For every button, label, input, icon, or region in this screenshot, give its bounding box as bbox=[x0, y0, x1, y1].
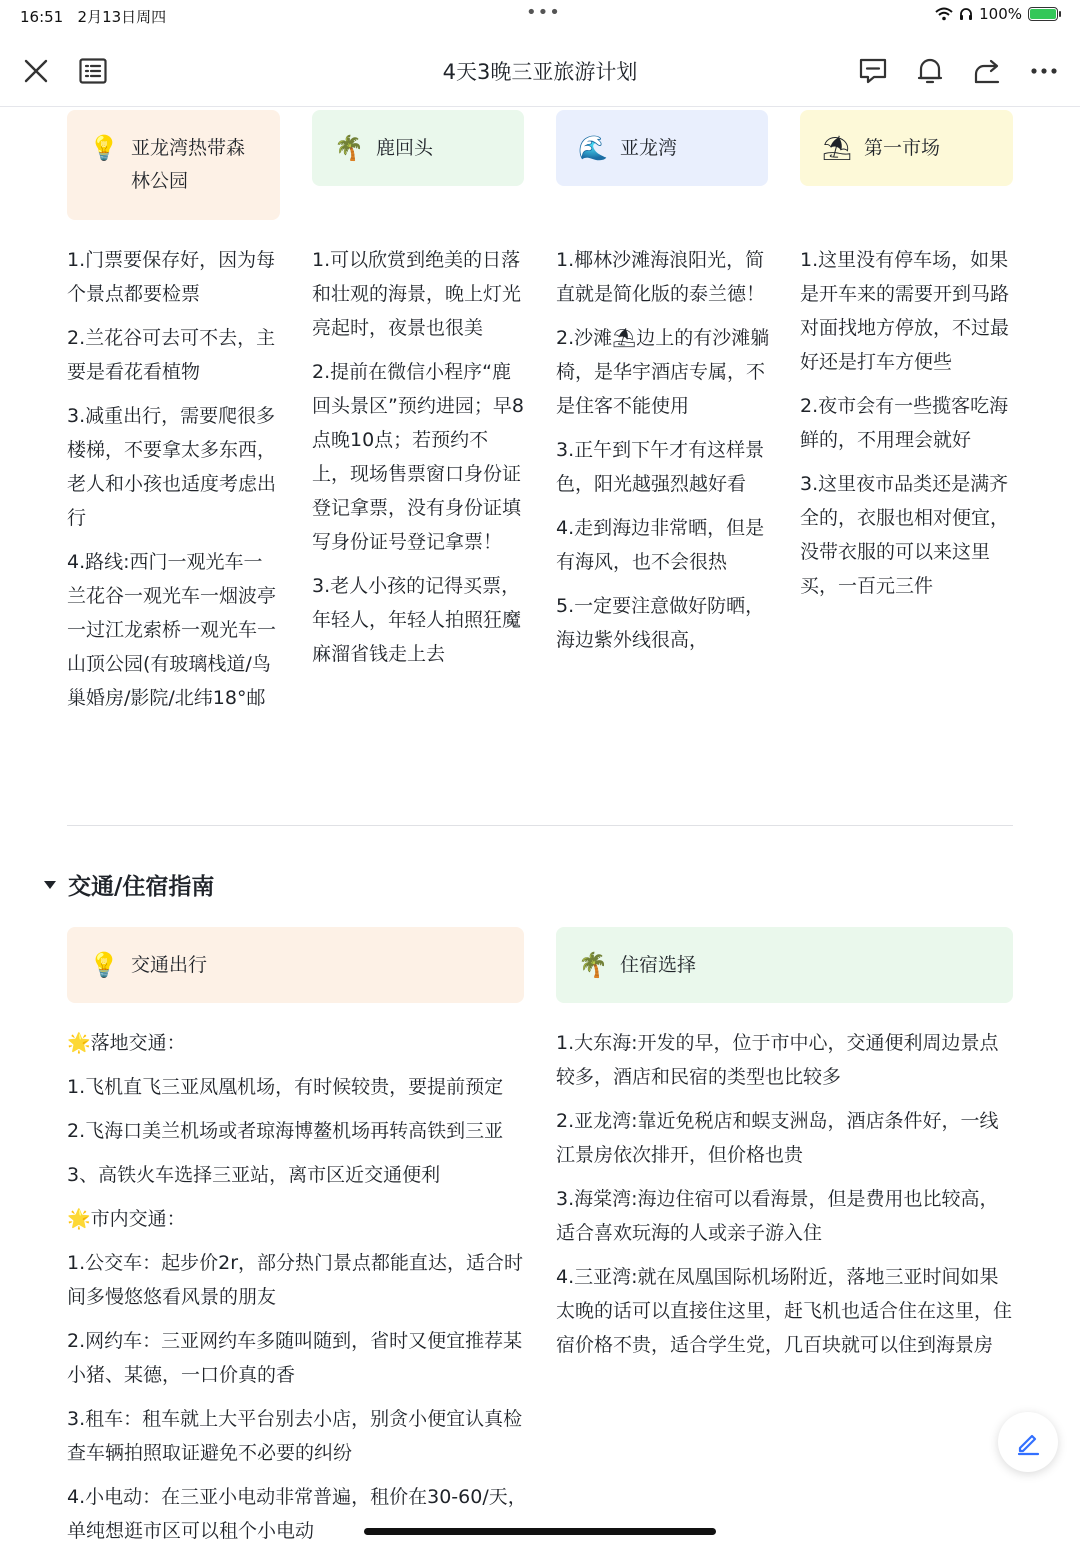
list-item: 1.这里没有停车场，如果是开车来的需要开到马路对面找地方停放，不过最好还是打车方便些 bbox=[800, 249, 1010, 373]
callout-card-first-market bbox=[800, 110, 1013, 186]
home-indicator[interactable] bbox=[364, 1528, 716, 1535]
list-item: 1.门票要保存好，因为每个景点都要检票 bbox=[67, 249, 276, 305]
more-icon[interactable] bbox=[1027, 54, 1061, 88]
list-item: 2.提前在微信小程序“鹿回头景区”预约进园；早8点晚10点；若预约不上，现场售票窗口身份证登记拿票，没有身份证填写身份证号登记拿票！ bbox=[312, 361, 524, 553]
comment-icon[interactable] bbox=[856, 54, 890, 88]
list-heading: 🌟市内交通： bbox=[67, 1208, 186, 1230]
list-item: 4.三亚湾:就在凤凰国际机场附近，落地三亚时间如果太晚的话可以直接住这里，赶飞机也适合住在这里，住宿价格不贵，适合学生党，几百块就可以住到海景房 bbox=[556, 1266, 1013, 1356]
column-luhuitou bbox=[312, 243, 526, 681]
list-item: 3.减重出行，需要爬很多楼梯，不要拿太多东西，老人和小孩也适度考虑出行 bbox=[67, 405, 277, 529]
list-item: 3.这里夜市品类还是满齐全的，衣服也相对便宜，没带衣服的可以来这里买，一百元三件 bbox=[800, 473, 1010, 597]
battery-icon bbox=[1028, 7, 1058, 21]
wifi-icon bbox=[935, 7, 953, 21]
list-item: 4.小电动：在三亚小电动非常普遍，租价在30-60/天，单纯想逛市区可以租个小电动 bbox=[67, 1486, 527, 1542]
callout-title: 鹿回头 bbox=[376, 137, 434, 159]
list-item: 3.海棠湾:海边住宿可以看海景，但是费用也比较高，适合喜欢玩海的人或亲子游入住 bbox=[556, 1188, 999, 1244]
share-icon[interactable] bbox=[970, 54, 1004, 88]
column-transport bbox=[67, 1026, 527, 1558]
callout-title: 亚龙湾热带森林公园 bbox=[131, 137, 246, 192]
status-date: 2月13日周四 bbox=[77, 8, 167, 26]
callout-card-forest-park bbox=[67, 110, 280, 220]
list-item: 1.公交车：起步价2r，部分热门景点都能直达，适合时间多慢悠悠看风景的朋友 bbox=[67, 1252, 524, 1308]
headphones-icon bbox=[959, 7, 973, 21]
column-lodging bbox=[556, 1026, 1016, 1372]
callout-card-lodging bbox=[556, 927, 1013, 1003]
list-item: 1.大东海:开发的早，位于市中心，交通便利周边景点较多，酒店和民宿的类型也比较多 bbox=[556, 1032, 999, 1088]
bulb-icon: 💡 bbox=[89, 134, 119, 162]
section-title: 交通/住宿指南 bbox=[68, 874, 215, 900]
callout-title: 住宿选择 bbox=[620, 954, 697, 976]
list-item: 3.正午到下午才有这样景色，阳光越强烈越好看 bbox=[556, 439, 765, 495]
bell-icon[interactable] bbox=[913, 54, 947, 88]
status-bar bbox=[0, 0, 1080, 32]
callout-card-transport bbox=[67, 927, 524, 1003]
callout-card-luhuitou bbox=[312, 110, 524, 186]
list-item: 1.可以欣赏到绝美的日落和壮观的海景，晚上灯光亮起时，夜景也很美 bbox=[312, 249, 522, 339]
divider bbox=[67, 825, 1013, 826]
battery-percent: 100% bbox=[979, 5, 1022, 23]
list-item: 2.兰花谷可去可不去，主要是看花看植物 bbox=[67, 327, 276, 383]
column-first-market bbox=[800, 243, 1014, 613]
list-item: 2.沙滩⛱边上的有沙滩躺椅，是华宇酒店专属，不是住客不能使用 bbox=[556, 327, 770, 417]
list-item: 3、高铁火车选择三亚站，离市区近交通便利 bbox=[67, 1164, 441, 1186]
status-time: 16:51 2月13日周四 bbox=[20, 8, 167, 26]
list-item: 3.租车：租车就上大平台别去小店，别贪小便宜认真检查车辆拍照取证避免不必要的纠纷 bbox=[67, 1408, 523, 1464]
palm-tree-icon: 🌴 bbox=[334, 134, 364, 162]
list-item: 3.老人小孩的记得买票，年轻人，年轻人拍照狂魔麻溜省钱走上去 bbox=[312, 575, 522, 665]
list-item: 5.一定要注意做好防晒，海边紫外线很高， bbox=[556, 595, 765, 651]
callout-card-yalong-bay bbox=[556, 110, 768, 186]
column-forest-park bbox=[67, 243, 281, 725]
pencil-icon bbox=[1014, 1428, 1042, 1456]
collapse-triangle-icon[interactable] bbox=[44, 881, 56, 889]
list-item: 2.夜市会有一些揽客吃海鲜的，不用理会就好 bbox=[800, 395, 1009, 451]
list-item: 4.走到海边非常晒，但是有海风，也不会很热 bbox=[556, 517, 765, 573]
multitask-dots[interactable]: ••• bbox=[526, 2, 561, 23]
list-item: 2.亚龙湾:靠近免税店和蜈支洲岛，酒店条件好，一线江景房依次排开，但价格也贵 bbox=[556, 1110, 999, 1166]
callout-title: 第一市场 bbox=[864, 137, 941, 159]
edit-button[interactable] bbox=[998, 1412, 1058, 1472]
bulb-icon: 💡 bbox=[89, 951, 119, 979]
wave-icon: 🌊 bbox=[578, 134, 608, 162]
battery-fill bbox=[1030, 9, 1056, 19]
callout-title: 亚龙湾 bbox=[620, 137, 678, 159]
list-item: 4.路线:西门一观光车一兰花谷一观光车一烟波亭一过江龙索桥一观光车一山顶公园(有玻璃栈道/鸟巢婚房/影院/北纬18°邮 bbox=[67, 551, 277, 709]
status-right bbox=[935, 5, 1058, 23]
list-item: 1.椰林沙滩海浪阳光，简直就是简化版的泰兰德！ bbox=[556, 249, 766, 305]
callout-title: 交通出行 bbox=[131, 954, 208, 976]
nav-bar bbox=[0, 34, 1080, 107]
list-heading: 🌟落地交通： bbox=[67, 1032, 186, 1054]
section-header[interactable] bbox=[44, 868, 214, 901]
list-item: 2.飞海口美兰机场或者琼海博鳌机场再转高铁到三亚 bbox=[67, 1120, 504, 1142]
umbrella-icon: ⛱ bbox=[821, 134, 853, 162]
column-yalong-bay bbox=[556, 243, 770, 667]
page-title: 4天3晚三亚旅游计划 bbox=[442, 60, 638, 84]
palm-tree-icon: 🌴 bbox=[578, 951, 608, 979]
list-item: 2.网约车：三亚网约车多随叫随到，省时又便宜推荐某小猪、某德，一口价真的香 bbox=[67, 1330, 523, 1386]
list-item: 1.飞机直飞三亚凤凰机场，有时候较贵，要提前预定 bbox=[67, 1076, 504, 1098]
